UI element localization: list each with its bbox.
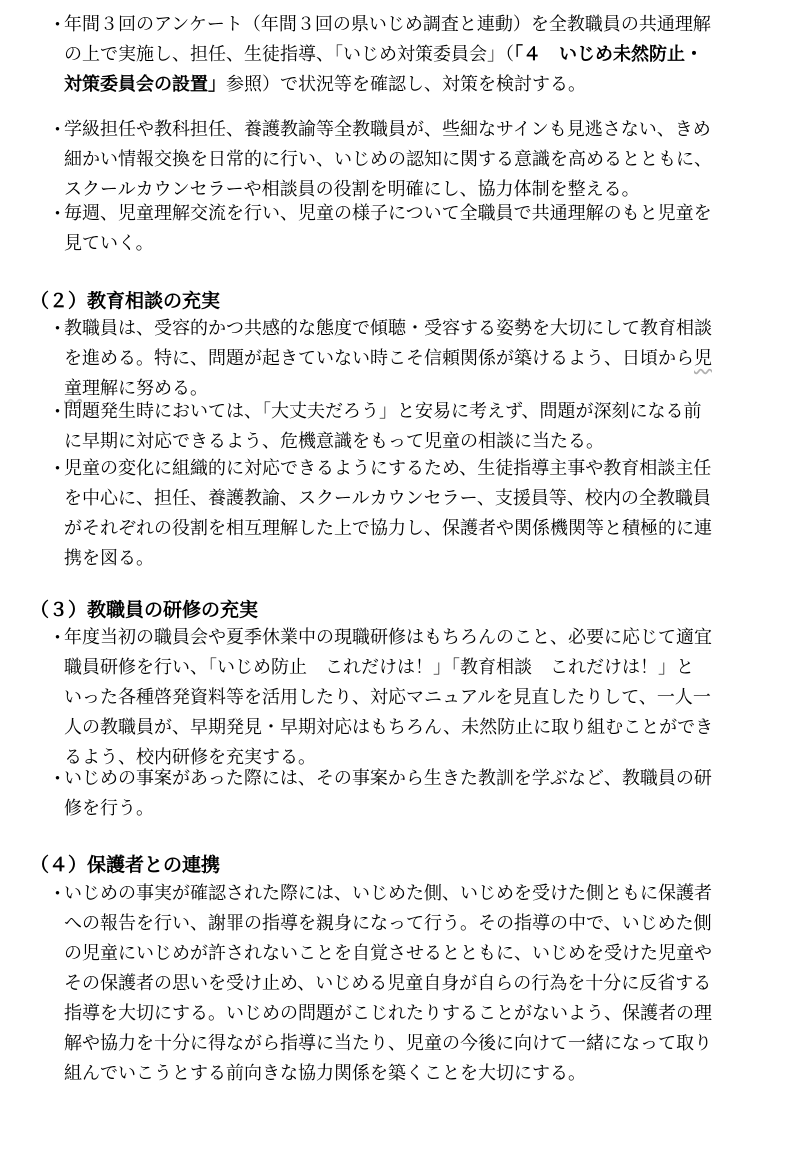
text-line: 毎週、児童理解交流を行い、児童の様子について全職員で共通理解のもと児童を xyxy=(64,203,712,224)
spellcheck-underlined-text: 児 xyxy=(694,348,712,369)
list-item-text xyxy=(64,397,794,457)
section-heading: （３）教職員の研修の充実 xyxy=(30,599,259,621)
list-item-text xyxy=(64,764,794,824)
list-item-text xyxy=(64,454,794,574)
text-line: スクールカウンセラーや相談員の役割を明確にし、協力体制を整える。 xyxy=(64,179,640,200)
bullet-marker: ・ xyxy=(48,627,68,649)
list-item-text xyxy=(64,115,794,205)
bullet-marker: ・ xyxy=(48,203,68,225)
text-line: 組んでいこうとする前向きな協力関係を築くことを大切にする。 xyxy=(64,1063,586,1084)
text-line: 人の教職員が、早期発見・早期対応はもちろん、未然防止に取り組むことができ xyxy=(64,717,714,738)
text-line: いじめの事実が確認された際には、いじめた側、いじめを受けた側ともに保護者 xyxy=(64,883,712,904)
bullet-marker: ・ xyxy=(48,119,68,141)
text-line: に早期に対応できるよう、危機意識をもって児童の相談に当たる。 xyxy=(64,431,604,452)
text-line: を中心に、担任、養護教諭、スクールカウンセラー、支援員等、校内の全教職員 xyxy=(64,488,711,509)
list-item-text xyxy=(64,879,794,1089)
text-line: の児童にいじめが許されないことを自覚させるとともに、いじめを受けた児童や xyxy=(64,943,712,964)
text-line: 教職員は、受容的かつ共感的な態度で傾聴・受容する姿勢を大切にして教育相談 xyxy=(64,318,712,339)
bullet-marker: ・ xyxy=(48,768,68,790)
bullet-marker: ・ xyxy=(48,883,68,905)
bullet-marker: ・ xyxy=(48,318,68,340)
bold-reference: 「４ いじめ未然防止・ xyxy=(514,44,703,65)
text-line: 問題発生時においては、「大丈夫だろう」と安易に考えず、問題が深刻になる前 xyxy=(64,401,702,422)
text-line: 年度当初の職員会や夏季休業中の現職研修はもちろんのこと、必要に応じて適宜 xyxy=(64,627,712,648)
text-line-part: の上で実施し、担任、生徒指導、「いじめ対策委員会」（ xyxy=(64,44,514,65)
text-line: 解や協力を十分に得ながら指導に当たり、児童の今後に向けて一緒になって取り xyxy=(64,1033,712,1054)
text-line: 児童の変化に組織的に対応できるようにするため、生徒指導主事や教育相談主任 xyxy=(64,458,712,479)
text-line xyxy=(64,40,794,70)
bold-reference: 対策委員会の設置」 xyxy=(64,74,226,95)
text-line xyxy=(64,70,794,100)
text-line: いった各種啓発資料等を活用したり、対応マニュアルを見直したりして、一人一 xyxy=(64,687,711,708)
text-line: るよう、校内研修を充実する。 xyxy=(64,747,316,768)
text-line: 職員研修を行い、「いじめ防止 これだけは！」「教育相談 これだけは！」と xyxy=(64,657,694,678)
text-line: 細かい情報交換を日常的に行い、いじめの認知に関する意識を高めるとともに、 xyxy=(64,149,712,170)
text-line: その保護者の思いを受け止め、いじめる児童自身が自らの行為を十分に反省する xyxy=(64,973,712,994)
text-line: への報告を行い、謝罪の指導を親身になって行う。その指導の中で、いじめた側 xyxy=(64,913,712,934)
list-item-text xyxy=(64,199,794,259)
section-heading: （２）教育相談の充実 xyxy=(30,290,221,312)
text-line-part: を進める。特に、問題が起きていない時こそ信頼関係が築けるよう、日頃から xyxy=(64,348,694,369)
list-item-text xyxy=(64,10,794,100)
text-line-part: 参照）で状況等を確認し、対策を検討する。 xyxy=(226,74,586,95)
text-line xyxy=(64,344,794,374)
text-line: 携を図る。 xyxy=(64,548,154,569)
section-heading: （４）保護者との連携 xyxy=(30,854,221,876)
text-line-part: 理解に努める。 xyxy=(82,378,208,399)
list-item-text xyxy=(64,623,794,773)
bullet-marker: ・ xyxy=(48,458,68,480)
text-line: 指導を大切にする。いじめの問題がこじれたりすることがないよう、保護者の理 xyxy=(64,1003,712,1024)
text-line: 修を行う。 xyxy=(64,798,154,819)
spellcheck-underlined-text: 童 xyxy=(64,378,82,399)
text-line: 見ていく。 xyxy=(64,233,154,254)
bullet-marker: ・ xyxy=(48,401,68,423)
text-line: いじめの事案があった際には、その事案から生きた教訓を学ぶなど、教職員の研 xyxy=(64,768,712,789)
text-line: 年間３回のアンケート（年間３回の県いじめ調査と連動）を全教職員の共通理解 xyxy=(64,14,711,35)
list-item-text xyxy=(64,314,794,404)
bullet-marker: ・ xyxy=(48,14,68,36)
text-line: 学級担任や教科担任、養護教諭等全教職員が、些細なサインも見逃さない、きめ xyxy=(64,119,711,140)
text-line: がそれぞれの役割を相互理解した上で協力し、保護者や関係機関等と積極的に連 xyxy=(64,518,712,539)
